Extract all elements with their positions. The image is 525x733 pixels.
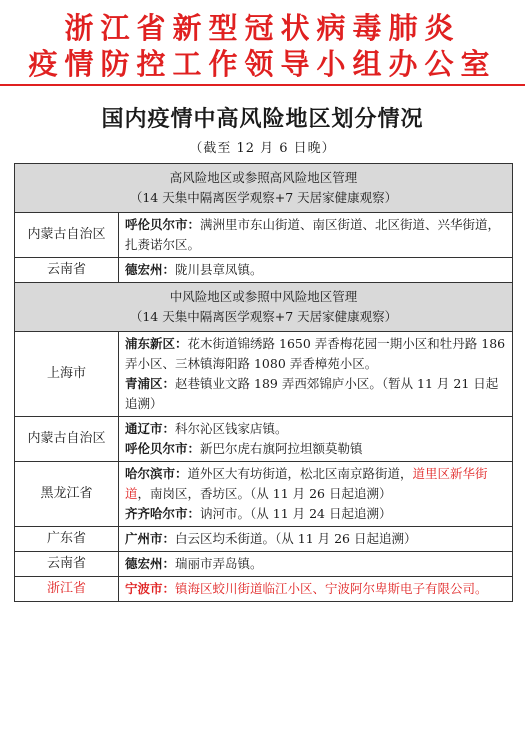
high-risk-section-header: [15, 164, 513, 213]
area-text: ，南岗区，香坊区。（从 11 月 26 日起追溯）: [137, 486, 392, 501]
area-cell: [119, 552, 513, 577]
table-row: [15, 527, 513, 552]
table-row: [15, 577, 513, 602]
area-cell-new: [119, 577, 513, 602]
area-entry: [125, 374, 506, 414]
area-cell: [119, 417, 513, 462]
area-entry: [125, 419, 506, 439]
city-label: 宁波市：: [125, 581, 176, 596]
city-label: 浦东新区：: [125, 336, 188, 351]
city-label: 呼伦贝尔市：: [125, 217, 201, 232]
document-date: （截至 12 月 6 日晚）: [189, 141, 336, 156]
high-section-title: 高风险地区或参照高风险地区管理: [169, 170, 358, 185]
area-text: 新巴尔虎右旗阿拉坦额莫勒镇: [200, 441, 363, 456]
mid-section-note: （14 天集中隔离医学观察+7 天居家健康观察）: [129, 309, 398, 324]
issuer-line-2: 疫情防控工作领导小组办公室: [28, 47, 497, 81]
mid-section-title: 中风险地区或参照中风险地区管理: [169, 289, 358, 304]
area-cell: [119, 527, 513, 552]
city-label: 广州市：: [125, 531, 176, 546]
table-row: [15, 417, 513, 462]
area-entry: [125, 464, 506, 504]
province-cell: 上海市: [15, 332, 119, 417]
red-divider: [0, 84, 525, 86]
city-label: 青浦区：: [125, 376, 176, 391]
table-row: [15, 462, 513, 527]
province-cell: 广东省: [15, 527, 119, 552]
province-cell: 内蒙古自治区: [15, 417, 119, 462]
area-entry: [125, 439, 506, 459]
area-text: 瑞丽市弄岛镇。: [175, 556, 263, 571]
area-cell: [119, 258, 513, 283]
area-text: 陇川县章凤镇。: [175, 262, 263, 277]
table-row: [15, 552, 513, 577]
area-cell: [119, 213, 513, 258]
city-label: 德宏州：: [125, 262, 176, 277]
city-label: 哈尔滨市：: [125, 466, 188, 481]
city-label: 通辽市：: [125, 421, 176, 436]
area-entry: [125, 504, 506, 524]
area-text: 道外区大有坊街道，松北区南京路街道，: [187, 466, 413, 481]
city-label: 德宏州：: [125, 556, 176, 571]
high-section-note: （14 天集中隔离医学观察+7 天居家健康观察）: [129, 190, 398, 205]
province-cell-new: 浙江省: [15, 577, 119, 602]
province-cell: 云南省: [15, 552, 119, 577]
issuer-line-1: 浙江省新型冠状病毒肺炎: [64, 11, 461, 45]
area-text: 镇海区蛟川街道临江小区、宁波阿尔卑斯电子有限公司。: [175, 581, 488, 596]
issuer-header: [0, 0, 525, 82]
area-text: 科尔沁区钱家店镇。: [175, 421, 288, 436]
province-cell: 黑龙江省: [15, 462, 119, 527]
area-text: 赵巷镇业文路 189 弄西郊锦庐小区。（暂从 11 月 21 日起追溯）: [125, 376, 499, 411]
table-row: [15, 332, 513, 417]
area-text: 满洲里市东山街道、南区街道、北区街道、兴华街道，扎赉诺尔区。: [125, 217, 501, 252]
area-entry: [125, 334, 506, 374]
table-row: [15, 213, 513, 258]
new-area-highlight: 道里区新华街道: [125, 466, 488, 501]
province-cell: 内蒙古自治区: [15, 213, 119, 258]
area-cell: [119, 462, 513, 527]
province-cell: 云南省: [15, 258, 119, 283]
document-title: 国内疫情中高风险地区划分情况: [101, 106, 424, 132]
city-label: 呼伦贝尔市：: [125, 441, 201, 456]
area-cell: [119, 332, 513, 417]
area-text: 花木街道锦绣路 1650 弄香梅花园一期小区和牡丹路 186 弄小区、三林镇海阳路 1080 弄香樟苑小区。: [125, 336, 506, 371]
risk-area-table: [14, 163, 513, 602]
city-label: 齐齐哈尔市：: [125, 506, 201, 521]
table-row: [15, 258, 513, 283]
area-text: 讷河市。（从 11 月 24 日起追溯）: [200, 506, 392, 521]
area-text: 白云区均禾街道。（从 11 月 26 日起追溯）: [175, 531, 417, 546]
mid-risk-section-header: [15, 283, 513, 332]
